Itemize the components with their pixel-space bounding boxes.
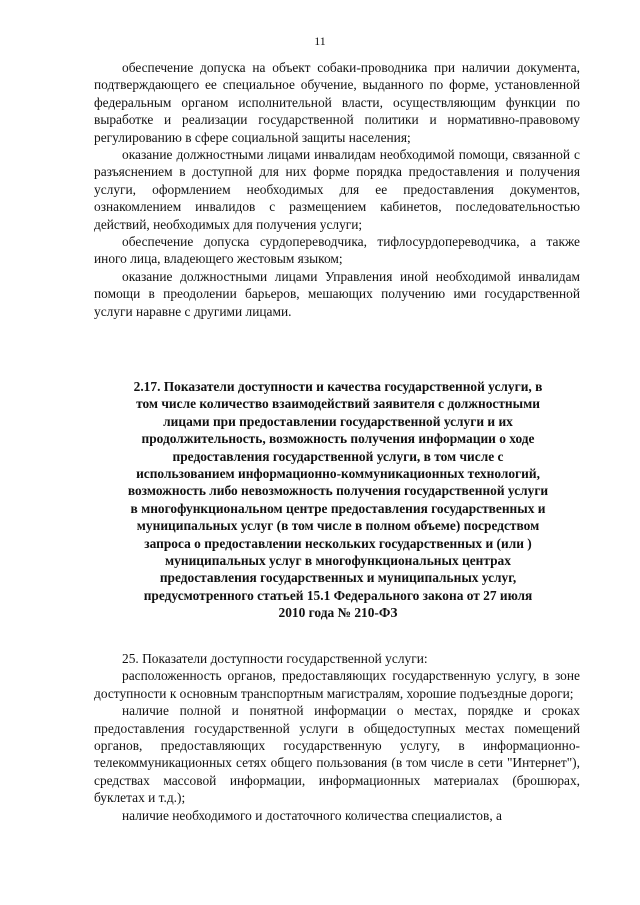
paragraph-specialists: наличие необходимого и достаточного количества специалистов, а	[122, 807, 502, 823]
heading-line: использованием информационно-коммуникационных технологий,	[136, 466, 540, 482]
heading-line: возможность либо невозможность получения государственной услуги	[127, 483, 549, 499]
heading-line: муниципальных услуг (в том числе в полном объеме) посредством	[136, 518, 540, 534]
paragraph-information: наличие полной и понятной информации о местах, порядке и сроках предоставления государственной услуги в общедоступных местах помещений органов, предоставляющих государственную услугу, в информационно-телекоммуникационных сетях общего пользования (в том числе в сети "Интернет"), средствах массовой информации, информационных материалах (брошюрах, буклетах и т.д.);	[94, 703, 580, 806]
paragraph-location: расположенность органов, предоставляющих государственную услугу, в зоне доступности к основным транспортным магистралям, хорошие подъездные дороги;	[94, 668, 580, 701]
heading-line: 2010 года № 210-ФЗ	[278, 605, 398, 621]
section-heading-2-17	[90, 378, 586, 622]
bottom-text-block	[94, 650, 580, 824]
heading-line: в многофункциональном центре предоставления государственных и	[130, 500, 546, 516]
paragraph-barrier-assistance: оказание должностными лицами Управления иной необходимой инвалидам помощи в преодолении барьеров, мешающих получению ими государственной услуги наравне с другими лицами.	[94, 268, 580, 319]
heading-line: предоставления государственных и муниципальных услуг,	[159, 570, 517, 586]
heading-line: том числе количество взаимодействий заявителя с должностными	[136, 396, 540, 412]
heading-line: 2.17. Показатели доступности и качества государственной услуги, в	[133, 379, 543, 394]
heading-line: предоставления государственной услуги, в том числе с	[172, 448, 504, 464]
heading-line: муниципальных услуг в многофункциональных центрах	[165, 553, 511, 569]
top-text-block	[94, 59, 580, 320]
paragraph-officials-assistance: оказание должностными лицами инвалидам необходимой помощи, связанной с разъяснением в доступной для них форме порядка предоставления и получения услуги, оформлением необходимых для ее предоставления документов, ознакомлением инвалидов с размещением кабинетов, последовательностью действий, необходимых для получения услуги;	[94, 147, 580, 232]
heading-line: лицами при предоставлении государственной услуги и их	[163, 413, 513, 429]
paragraph-guide-dog: обеспечение допуска на объект собаки-проводника при наличии документа, подтверждающего ее специальное обучение, выданного по форме, установленной федеральным органом исполнительной власти, осуществляющим функции по выработке и реализации государственной политики и нормативно-правовому регулированию в сфере социальной защиты населения;	[94, 60, 580, 145]
page-number: 11	[314, 34, 326, 48]
paragraph-item-25: 25. Показатели доступности государственной услуги:	[122, 651, 428, 666]
heading-line: предусмотренного статьей 15.1 Федерального закона от 27 июля	[143, 587, 533, 603]
paragraph-sign-interpreter: обеспечение допуска сурдопереводчика, тифлосурдопереводчика, а также иного лица, владеющего жестовым языком;	[94, 234, 580, 267]
heading-line: продолжительность, возможность получения информации о ходе	[141, 431, 535, 447]
heading-line: запроса о предоставлении нескольких государственных и (или )	[144, 535, 532, 551]
